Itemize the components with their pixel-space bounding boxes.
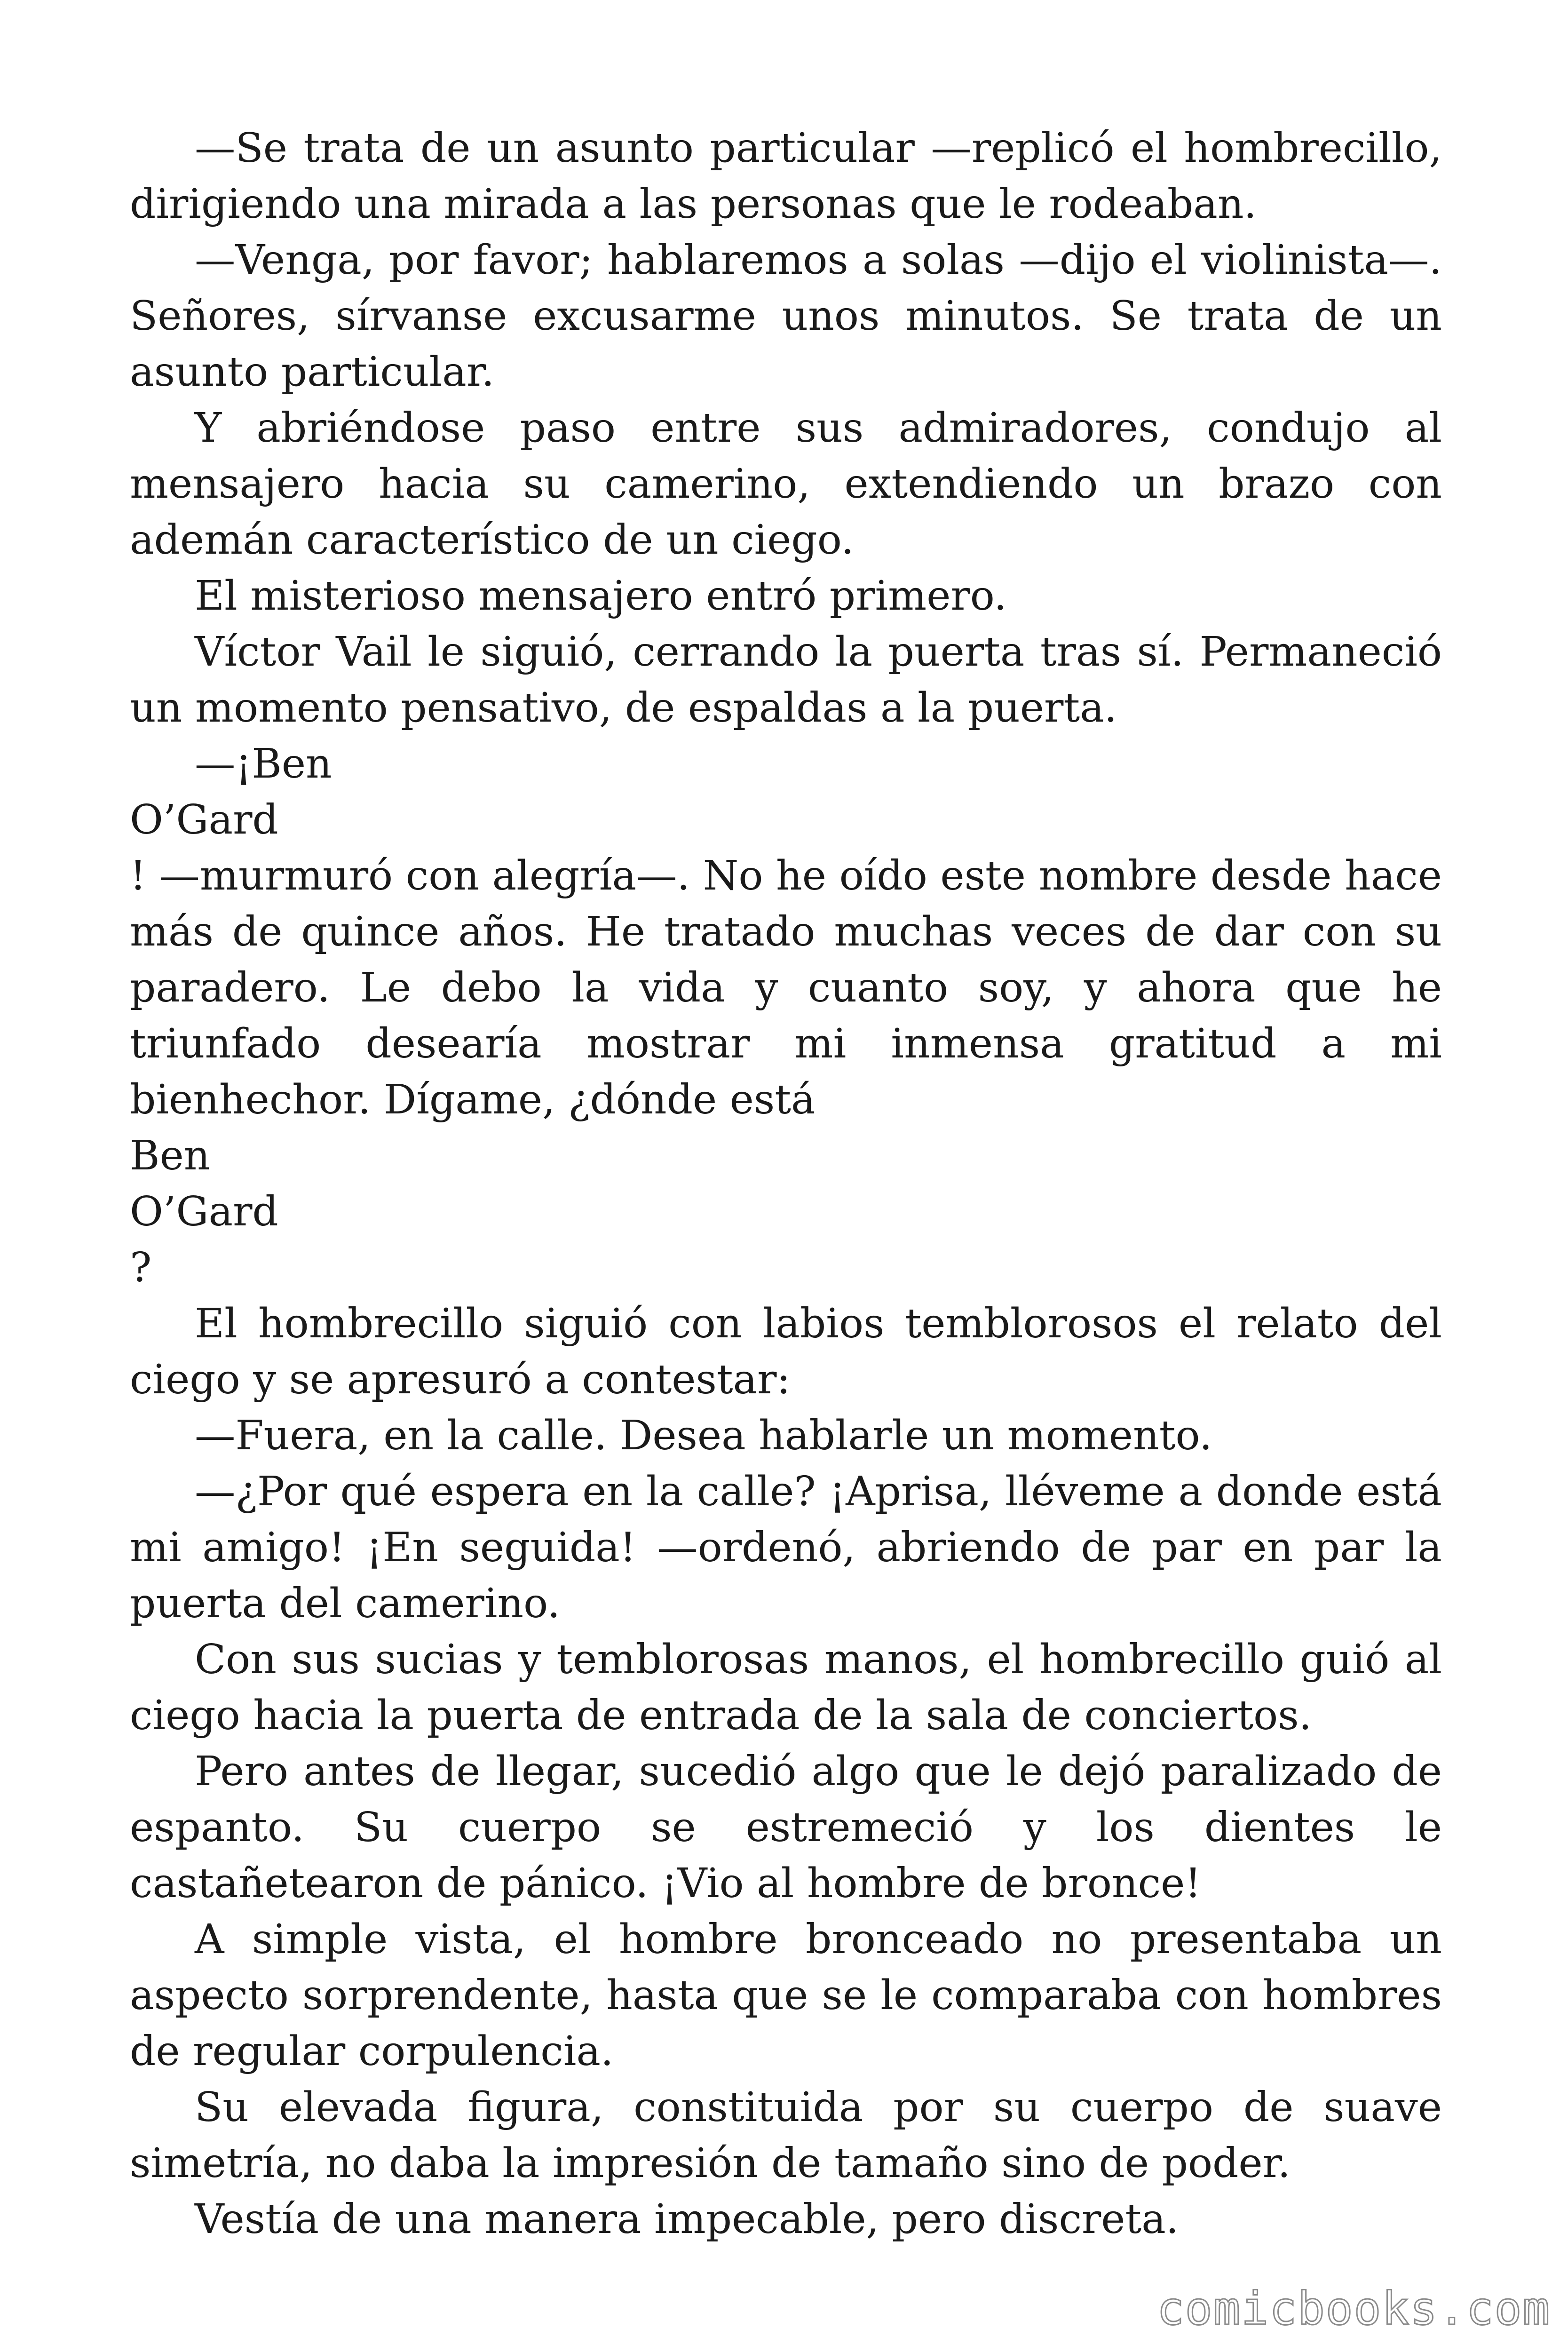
- paragraph: —Venga, por favor; hablaremos a solas —dijo el violinista—. Señores, sírvanse excusarme unos minutos. Se trata de un asunto particular.: [130, 237, 1442, 396]
- paragraph: ?: [130, 1244, 152, 1291]
- paragraph: Con sus sucias y temblorosas manos, el hombrecillo guió al ciego hacia la puerta de entrada de la sala de conciertos.: [130, 1636, 1442, 1739]
- paragraph: El misterioso mensajero entró primero.: [195, 572, 1007, 620]
- paragraph: —¡Ben: [195, 740, 332, 787]
- paragraph: Ben: [130, 1132, 210, 1179]
- paragraph: Víctor Vail le siguió, cerrando la puerta tras sí. Permaneció un momento pensativo, de espaldas a la puerta.: [130, 628, 1442, 731]
- watermark: comicbooks.com: [1157, 2282, 1551, 2335]
- paragraph: —¿Por qué espera en la calle? ¡Aprisa, lléveme a donde está mi amigo! ¡En seguida! —ordenó, abriendo de par en par la puerta del camerino.: [130, 1468, 1442, 1627]
- paragraph: Vestía de una manera impecable, pero discreta.: [195, 2196, 1179, 2243]
- paragraph: ! —murmuró con alegría—. No he oído este nombre desde hace más de quince años. He tratado muchas veces de dar con su paradero. Le debo la vida y cuanto soy, y ahora que he triunfado desearía mostrar mi inmensa gratitud a mi bienhechor. Dígame, ¿dónde está: [130, 852, 1442, 1123]
- paragraph: Su elevada figura, constituida por su cuerpo de suave simetría, no daba la impresión de tamaño sino de poder.: [130, 2084, 1442, 2187]
- paragraph: El hombrecillo siguió con labios temblorosos el relato del ciego y se apresuró a contestar:: [130, 1300, 1442, 1403]
- paragraph: Pero antes de llegar, sucedió algo que le dejó paralizado de espanto. Su cuerpo se estremeció y los dientes le castañetearon de pánico. ¡Vio al hombre de bronce!: [130, 1748, 1442, 1907]
- paragraph: A simple vista, el hombre bronceado no presentaba un aspecto sorprendente, hasta que se le comparaba con hombres de regular corpulencia.: [130, 1916, 1442, 2075]
- paragraph: O’Gard: [130, 1188, 278, 1235]
- paragraph: —Fuera, en la calle. Desea hablarle un momento.: [195, 1412, 1212, 1459]
- page-text: [130, 120, 1442, 2248]
- paragraph: —Se trata de un asunto particular —replicó el hombrecillo, dirigiendo una mirada a las personas que le rodeaban.: [130, 125, 1442, 228]
- paragraph: O’Gard: [130, 796, 278, 843]
- paragraph: Y abriéndose paso entre sus admiradores, condujo al mensajero hacia su camerino, extendiendo un brazo con ademán característico de un ciego.: [130, 405, 1442, 564]
